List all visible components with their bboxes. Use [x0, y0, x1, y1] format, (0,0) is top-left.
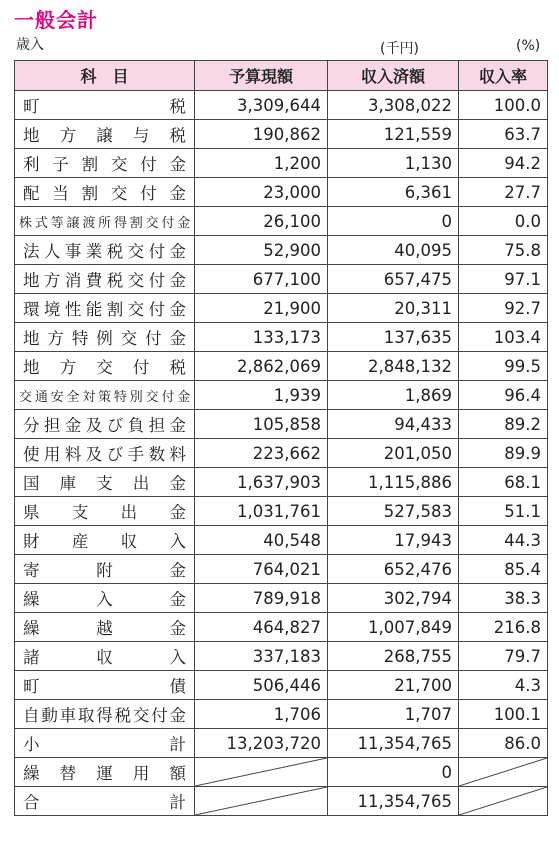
rate-cell: 51.1	[459, 497, 548, 526]
budget-cell: 764,021	[195, 555, 328, 584]
table-row	[15, 526, 548, 555]
rate-cell: 86.0	[459, 729, 548, 758]
budget-cell: 26,100	[195, 207, 328, 236]
received-cell: 268,755	[328, 642, 459, 671]
table-row	[15, 410, 548, 439]
rate-cell: 27.7	[459, 178, 548, 207]
table-row	[15, 323, 548, 352]
row-label: 合計	[15, 787, 195, 816]
budget-cell: 1,706	[195, 700, 328, 729]
received-cell: 201,050	[328, 439, 459, 468]
table-row	[15, 787, 548, 816]
table-row	[15, 178, 548, 207]
header-received: 収入済額	[328, 61, 459, 91]
table-row	[15, 120, 548, 149]
row-label: 地方消費税交付金	[15, 265, 195, 294]
row-label: 県支出金	[15, 497, 195, 526]
row-label: 繰替運用額	[15, 758, 195, 787]
table-row	[15, 700, 548, 729]
received-cell: 2,848,132	[328, 352, 459, 381]
table-row	[15, 352, 548, 381]
budget-cell: 677,100	[195, 265, 328, 294]
received-cell: 20,311	[328, 294, 459, 323]
budget-cell: 506,446	[195, 671, 328, 700]
budget-cell: 40,548	[195, 526, 328, 555]
budget-cell: 1,031,761	[195, 497, 328, 526]
received-cell: 652,476	[328, 555, 459, 584]
budget-cell: 3,309,644	[195, 91, 328, 120]
received-cell: 527,583	[328, 497, 459, 526]
row-label: 配当割交付金	[15, 178, 195, 207]
rate-cell: 96.4	[459, 381, 548, 410]
rate-cell: 216.8	[459, 613, 548, 642]
received-cell: 1,707	[328, 700, 459, 729]
row-label: 繰入金	[15, 584, 195, 613]
table-row	[15, 555, 548, 584]
received-cell: 17,943	[328, 526, 459, 555]
table-row	[15, 91, 548, 120]
row-label: 地方交付税	[15, 352, 195, 381]
rate-cell: 89.9	[459, 439, 548, 468]
budget-cell: 105,858	[195, 410, 328, 439]
received-cell: 3,308,022	[328, 91, 459, 120]
received-cell: 1,869	[328, 381, 459, 410]
table-row	[15, 265, 548, 294]
rate-cell: 63.7	[459, 120, 548, 149]
rate-cell: 103.4	[459, 323, 548, 352]
budget-cell: 190,862	[195, 120, 328, 149]
row-label: 自動車取得税交付金	[15, 700, 195, 729]
table-row	[15, 468, 548, 497]
received-cell: 657,475	[328, 265, 459, 294]
budget-cell: 223,662	[195, 439, 328, 468]
table-row	[15, 294, 548, 323]
rate-cell: 100.0	[459, 91, 548, 120]
section-label: 歳入	[16, 37, 44, 53]
row-label: 寄附金	[15, 555, 195, 584]
row-label: 地方譲与税	[15, 120, 195, 149]
row-label: 分担金及び負担金	[15, 410, 195, 439]
rate-cell: 89.2	[459, 410, 548, 439]
received-cell: 1,007,849	[328, 613, 459, 642]
budget-cell: 52,900	[195, 236, 328, 265]
rate-cell: 97.1	[459, 265, 548, 294]
rate-cell: 38.3	[459, 584, 548, 613]
received-cell: 11,354,765	[328, 729, 459, 758]
budget-cell	[195, 787, 328, 816]
budget-cell: 1,637,903	[195, 468, 328, 497]
received-cell: 6,361	[328, 178, 459, 207]
row-label: 交通安全対策特別交付金	[15, 381, 195, 410]
header-rate: 収入率	[459, 61, 548, 91]
table-row	[15, 439, 548, 468]
received-cell: 11,354,765	[328, 787, 459, 816]
budget-cell: 21,900	[195, 294, 328, 323]
row-label: 財産収入	[15, 526, 195, 555]
row-label: 使用料及び手数料	[15, 439, 195, 468]
table-row	[15, 207, 548, 236]
rate-cell: 4.3	[459, 671, 548, 700]
header-item: 科 目	[15, 61, 195, 91]
row-label: 利子割交付金	[15, 149, 195, 178]
rate-cell: 44.3	[459, 526, 548, 555]
rate-cell: 100.1	[459, 700, 548, 729]
budget-cell: 13,203,720	[195, 729, 328, 758]
row-label: 小計	[15, 729, 195, 758]
received-cell: 137,635	[328, 323, 459, 352]
table-row	[15, 149, 548, 178]
budget-cell: 23,000	[195, 178, 328, 207]
header-row	[15, 61, 548, 91]
rate-cell	[459, 787, 548, 816]
table-row	[15, 729, 548, 758]
rate-cell: 85.4	[459, 555, 548, 584]
revenue-table	[14, 60, 548, 816]
rate-cell: 0.0	[459, 207, 548, 236]
page-title: 一般会計	[14, 8, 98, 32]
rate-cell: 75.8	[459, 236, 548, 265]
budget-cell: 789,918	[195, 584, 328, 613]
received-cell: 1,115,886	[328, 468, 459, 497]
received-cell: 0	[328, 758, 459, 787]
received-cell: 302,794	[328, 584, 459, 613]
rate-cell: 79.7	[459, 642, 548, 671]
received-cell: 94,433	[328, 410, 459, 439]
budget-cell: 2,862,069	[195, 352, 328, 381]
rate-cell: 92.7	[459, 294, 548, 323]
row-label: 環境性能割交付金	[15, 294, 195, 323]
row-label: 法人事業税交付金	[15, 236, 195, 265]
received-cell: 1,130	[328, 149, 459, 178]
table-row	[15, 642, 548, 671]
row-label: 地方特例交付金	[15, 323, 195, 352]
header-budget: 予算現額	[195, 61, 328, 91]
budget-cell: 464,827	[195, 613, 328, 642]
rate-cell: 68.1	[459, 468, 548, 497]
budget-cell	[195, 758, 328, 787]
received-cell: 0	[328, 207, 459, 236]
received-cell: 40,095	[328, 236, 459, 265]
rate-cell: 94.2	[459, 149, 548, 178]
table-row	[15, 381, 548, 410]
row-label: 繰越金	[15, 613, 195, 642]
budget-cell: 1,939	[195, 381, 328, 410]
unit-rate: (%)	[516, 38, 541, 54]
table-row	[15, 613, 548, 642]
table-row	[15, 236, 548, 265]
row-label: 国庫支出金	[15, 468, 195, 497]
budget-cell: 1,200	[195, 149, 328, 178]
table-row	[15, 584, 548, 613]
table-row	[15, 758, 548, 787]
budget-cell: 337,183	[195, 642, 328, 671]
row-label: 町債	[15, 671, 195, 700]
received-cell: 121,559	[328, 120, 459, 149]
received-cell: 21,700	[328, 671, 459, 700]
unit-amount: (千円)	[380, 41, 419, 57]
table-row	[15, 497, 548, 526]
table-body	[15, 91, 548, 816]
rate-cell: 99.5	[459, 352, 548, 381]
rate-cell	[459, 758, 548, 787]
table-row	[15, 671, 548, 700]
budget-cell: 133,173	[195, 323, 328, 352]
row-label: 諸収入	[15, 642, 195, 671]
row-label: 町税	[15, 91, 195, 120]
row-label: 株式等譲渡所得割交付金	[15, 207, 195, 236]
